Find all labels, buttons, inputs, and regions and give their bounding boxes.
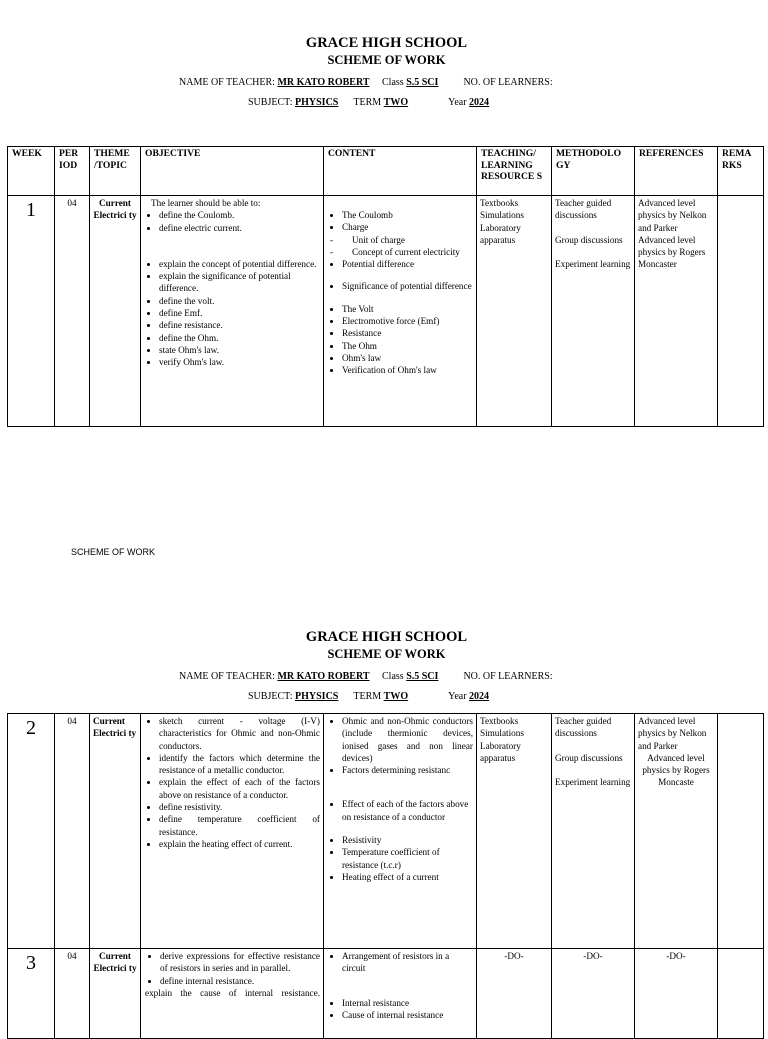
subject-line xyxy=(248,97,489,108)
subject-value: PHYSICS xyxy=(295,691,339,702)
list-item: • explain the effect of each of the factors above on resistance of a conductor. xyxy=(159,776,320,801)
document-title: SCHEME OF WORK xyxy=(327,647,446,661)
objective-text: explain the cause of internal resistance. xyxy=(145,987,320,998)
method-item: Teacher guided discussions xyxy=(555,198,612,221)
list-item: • Verification of Ohm's law xyxy=(342,364,473,376)
resource-item: Textbooks xyxy=(480,198,519,208)
period-count: 04 xyxy=(55,949,90,1039)
week-number: 2 xyxy=(8,714,55,949)
class-label: Class xyxy=(382,77,404,88)
objective-cell xyxy=(141,196,324,427)
list-item: • define resistivity. xyxy=(159,801,320,813)
list-item: • The Coulomb xyxy=(342,209,473,221)
list-item: • identify the factors which determine the resistance of a metallic conductor. xyxy=(159,752,320,777)
references-cell xyxy=(635,196,718,427)
content-cell xyxy=(324,196,477,427)
week-number: 3 xyxy=(8,949,55,1039)
list-item: • Factors determining resistanc xyxy=(342,764,473,776)
content-cell xyxy=(324,949,477,1039)
table-row xyxy=(8,949,764,1039)
list-item: • Electromotive force (Emf) xyxy=(342,315,473,327)
week-number: 1 xyxy=(8,196,55,427)
list-item: • Ohmic and non-Ohmic conductors (include thermionic devices, ionised gases and non linear devices) xyxy=(342,715,473,764)
reference-item: Advanced level physics by Rogers Moncaste xyxy=(642,752,710,788)
method-item: Group discussions xyxy=(555,234,623,245)
reference-item: Advanced level physics by Nelkon and Parker xyxy=(638,198,707,233)
period-count: 04 xyxy=(55,714,90,949)
list-item: • The Volt xyxy=(342,303,473,315)
list-item: • Significance of potential difference xyxy=(342,280,473,292)
references-cell xyxy=(635,714,718,949)
table-header-row xyxy=(8,147,764,196)
remarks-cell xyxy=(718,714,764,949)
theme-topic: Current Electrici ty xyxy=(90,949,141,1039)
term-value: TWO xyxy=(383,97,409,108)
list-item: • explain the concept of potential difference. xyxy=(159,258,320,270)
col-week: WEEK xyxy=(8,147,55,196)
list-item: • define the Coulomb. xyxy=(159,209,320,221)
teacher-line xyxy=(179,77,553,88)
references-cell: -DO- xyxy=(635,949,718,1039)
teacher-name: MR KATO ROBERT xyxy=(277,671,370,682)
method-item: Experiment learning xyxy=(555,776,631,787)
list-item: • define internal resistance. xyxy=(160,975,320,987)
resource-item: Laboratory apparatus xyxy=(480,222,521,245)
col-period: PER IOD xyxy=(55,147,90,196)
reference-item: Advanced level physics by Nelkon and Parker xyxy=(638,716,707,751)
methodology-cell: -DO- xyxy=(552,949,635,1039)
year-label: Year xyxy=(448,691,467,702)
subject-label: SUBJECT: xyxy=(248,691,293,702)
class-label: Class xyxy=(382,671,404,682)
list-item: • The Ohm xyxy=(342,340,473,352)
list-item: • define Emf. xyxy=(159,307,320,319)
resource-item: Laboratory apparatus xyxy=(480,740,521,763)
col-content: CONTENT xyxy=(324,147,477,196)
list-item: • define resistance. xyxy=(159,319,320,331)
year-value: 2024 xyxy=(469,691,490,702)
list-item: • define the Ohm. xyxy=(159,332,320,344)
content-cell xyxy=(324,714,477,949)
list-item: • explain the heating effect of current. xyxy=(159,838,320,850)
page-footer-label: SCHEME OF WORK xyxy=(71,547,156,557)
col-theme: THEME /TOPIC xyxy=(90,147,141,196)
list-item: - Unit of charge xyxy=(342,234,473,246)
year-value: 2024 xyxy=(469,97,490,108)
list-item: • define temperature coefficient of resistance. xyxy=(159,813,320,838)
school-name: GRACE HIGH SCHOOL xyxy=(305,629,468,645)
period-count: 04 xyxy=(55,196,90,427)
resource-item: Simulations xyxy=(480,728,524,739)
list-item: • state Ohm's law. xyxy=(159,344,320,356)
list-item: • define the volt. xyxy=(159,295,320,307)
col-resources: TEACHING/ LEARNING RESOURCE S xyxy=(477,147,552,196)
method-item: Experiment learning xyxy=(555,258,631,269)
col-objective: OBJECTIVE xyxy=(141,147,324,196)
list-item: • Cause of internal resistance xyxy=(342,1009,473,1021)
resource-item: Textbooks xyxy=(480,716,519,726)
theme-topic: Current Electrici ty xyxy=(90,714,141,949)
list-item: • define electric current. xyxy=(159,222,320,234)
methodology-cell xyxy=(552,196,635,427)
col-references: REFERENCES xyxy=(635,147,718,196)
subject-value: PHYSICS xyxy=(295,97,339,108)
resource-item: Simulations xyxy=(480,210,524,221)
teacher-name: MR KATO ROBERT xyxy=(277,77,370,88)
method-item: Group discussions xyxy=(555,752,623,763)
resources-cell: -DO- xyxy=(477,949,552,1039)
resources-cell xyxy=(477,714,552,949)
list-item: • Temperature coefficient of resistance (t.c.r) xyxy=(342,846,473,871)
list-item: • Potential difference xyxy=(342,258,473,270)
remarks-cell xyxy=(718,949,764,1039)
document-title: SCHEME OF WORK xyxy=(327,53,446,67)
col-remarks: REMA RKS xyxy=(718,147,764,196)
list-item: • Heating effect of a current xyxy=(342,871,473,883)
col-methodology: METHODOLO GY xyxy=(552,147,635,196)
term-label: TERM xyxy=(353,691,382,702)
scheme-table-week1 xyxy=(7,146,764,427)
term-label: TERM xyxy=(353,97,382,108)
teacher-label: NAME OF TEACHER: xyxy=(179,671,275,682)
list-item: - Concept of current electricity xyxy=(342,246,473,258)
list-item: • Effect of each of the factors above on resistance of a conductor xyxy=(342,798,473,823)
subject-line xyxy=(248,691,489,702)
year-label: Year xyxy=(448,97,467,108)
list-item: • Arrangement of resistors in a circuit xyxy=(342,950,473,975)
list-item: • Resistivity xyxy=(342,834,473,846)
list-item: • Charge xyxy=(342,221,473,233)
teacher-line xyxy=(179,671,553,682)
teacher-label: NAME OF TEACHER: xyxy=(179,77,275,88)
reference-item: Advanced level physics by Rogers Moncaster xyxy=(638,234,706,270)
table-row xyxy=(8,196,764,427)
class-value: S.5 SCI xyxy=(406,671,439,682)
resources-cell xyxy=(477,196,552,427)
table-row xyxy=(8,714,764,949)
term-value: TWO xyxy=(383,691,409,702)
list-item: • Resistance xyxy=(342,327,473,339)
learners-label: NO. OF LEARNERS: xyxy=(463,77,553,88)
objective-intro: The learner should be able to: xyxy=(151,198,261,208)
objective-cell xyxy=(141,949,324,1039)
list-item: • derive expressions for effective resistance of resistors in series and in parallel. xyxy=(160,950,320,975)
list-item: • Internal resistance xyxy=(342,997,473,1009)
scheme-table-week2-3 xyxy=(7,713,764,1039)
methodology-cell xyxy=(552,714,635,949)
list-item: • Ohm's law xyxy=(342,352,473,364)
school-name: GRACE HIGH SCHOOL xyxy=(305,35,468,51)
list-item: • explain the significance of potential difference. xyxy=(159,270,320,295)
list-item: • sketch current - voltage (I-V) characteristics for Ohmic and non-Ohmic conductors. xyxy=(159,715,320,752)
method-item: Teacher guided discussions xyxy=(555,716,612,739)
theme-topic: Current Electrici ty xyxy=(90,196,141,427)
class-value: S.5 SCI xyxy=(406,77,439,88)
learners-label: NO. OF LEARNERS: xyxy=(463,671,553,682)
subject-label: SUBJECT: xyxy=(248,97,293,108)
objective-cell xyxy=(141,714,324,949)
remarks-cell xyxy=(718,196,764,427)
list-item: • verify Ohm's law. xyxy=(159,356,320,368)
